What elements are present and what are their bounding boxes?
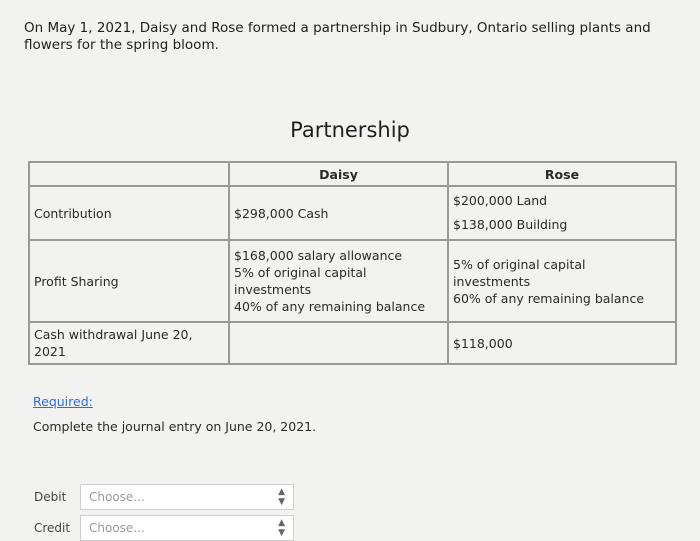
row-label-profit-sharing: Profit Sharing — [29, 240, 229, 322]
header-rose: Rose — [448, 162, 676, 186]
rose-land: $200,000 Land — [453, 193, 548, 208]
table-row-withdrawal — [29, 322, 676, 364]
header-daisy: Daisy — [229, 162, 448, 186]
row-label-contribution: Contribution — [29, 186, 229, 240]
rose-building: $138,000 Building — [453, 217, 568, 232]
table-row-contribution — [29, 186, 676, 240]
credit-label: Credit — [34, 521, 71, 535]
intro-line-1: On May 1, 2021, Daisy and Rose formed a partnership in Sudbury, Ontario selling plants and — [24, 20, 651, 36]
withdrawal-label-line-1: Cash withdrawal June 20, — [34, 327, 193, 342]
credit-select-value: Choose... — [89, 521, 145, 535]
debit-row — [34, 484, 294, 510]
rose-capital-pct-cont: investments — [453, 273, 531, 289]
daisy-withdrawal — [229, 322, 448, 364]
daisy-profit-sharing — [229, 240, 448, 322]
rose-capital-pct: 5% of original capital — [453, 256, 586, 272]
daisy-salary: $168,000 salary allowance — [234, 248, 403, 263]
rose-remaining: 60% of any remaining balance — [453, 290, 645, 306]
rose-contribution — [448, 186, 676, 240]
daisy-capital-pct: 5% of original capital — [234, 265, 367, 280]
rose-withdrawal: $118,000 — [448, 322, 676, 364]
problem-intro — [24, 20, 674, 54]
withdrawal-label-line-2: 2021 — [34, 344, 66, 359]
header-blank — [29, 162, 229, 186]
credit-row — [34, 515, 294, 541]
required-link[interactable]: Required: — [33, 394, 93, 409]
table-header-row — [29, 162, 676, 186]
table-row-profit-sharing — [29, 240, 676, 322]
daisy-capital-pct-cont: investments — [234, 282, 312, 297]
updown-chevron-icon: ▲ ▼ — [278, 487, 285, 507]
task-instruction: Complete the journal entry on June 20, 2021. — [33, 419, 317, 434]
credit-select[interactable] — [80, 515, 294, 541]
debit-select-value: Choose... — [89, 490, 145, 504]
debit-label: Debit — [34, 490, 67, 504]
daisy-remaining: 40% of any remaining balance — [234, 299, 426, 314]
rose-profit-sharing — [448, 240, 676, 322]
daisy-contribution: $298,000 Cash — [229, 186, 448, 240]
partnership-table — [28, 161, 677, 365]
intro-line-2: flowers for the spring bloom. — [24, 37, 219, 53]
updown-chevron-icon: ▲ ▼ — [278, 518, 285, 538]
partnership-title: Partnership — [290, 118, 410, 142]
row-label-withdrawal — [29, 322, 229, 364]
debit-select[interactable] — [80, 484, 294, 510]
